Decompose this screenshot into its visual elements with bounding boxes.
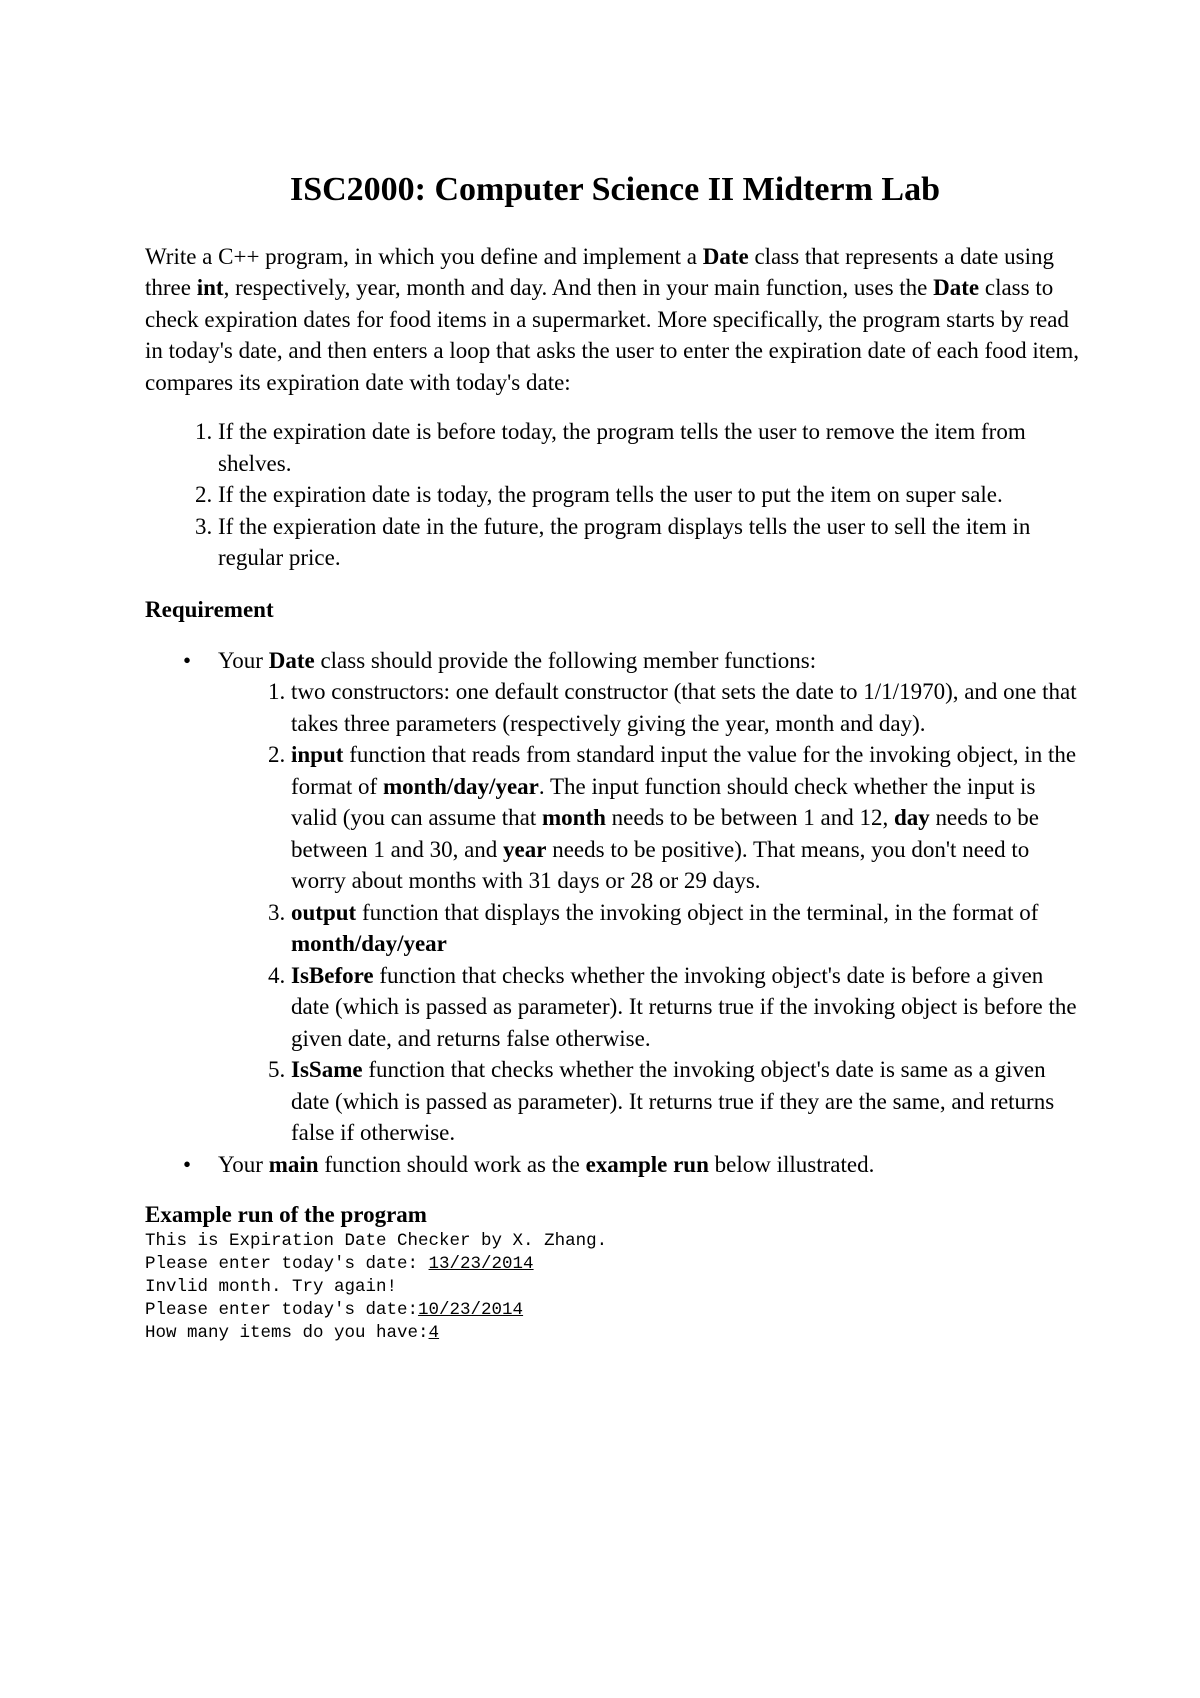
func2-bold-input: input <box>291 742 344 768</box>
func2-bold-day: day <box>893 805 930 831</box>
example-run-output <box>145 1230 1085 1345</box>
intro-paragraph <box>145 241 1085 399</box>
example-heading: Example run of the program <box>145 1202 427 1228</box>
req1-text-2: class should provide the following member functions: <box>314 647 817 673</box>
example-line-5-prompt: How many items do you have: <box>145 1323 429 1344</box>
example-line-4 <box>145 1299 1085 1322</box>
func2-text-2: . The input function should check whether the input is valid (you can assume that <box>291 773 1036 831</box>
intro-text-1: Write a C++ program, in which you define and implement a <box>145 243 703 269</box>
func4-text: function that checks whether the invoking object's date is before a given date (which is passed as parameter). It returns true if the invoking object is before the given date, and returns false otherwise. <box>291 962 1077 1051</box>
rules-list <box>145 416 1085 574</box>
member-functions-list <box>218 676 1085 1149</box>
requirement-heading: Requirement <box>145 596 274 622</box>
func-item-constructors <box>291 676 1085 739</box>
example-line-2-prompt: Please enter today's date: <box>145 1254 429 1275</box>
func3-bold-format: month/day/year <box>291 931 447 957</box>
requirement-item-date-class <box>218 645 1085 1149</box>
req1-bold-date: Date <box>268 647 315 673</box>
req2-bold-example-run: example run <box>585 1151 709 1177</box>
req2-text-3: below illustrated. <box>708 1151 875 1177</box>
func2-text-5: needs to be positive). That means, you don't need to worry about months with 31 days or 28 or 29 days. <box>291 836 1030 894</box>
example-line-2-input: 13/23/2014 <box>428 1254 534 1275</box>
func4-bold-isbefore: IsBefore <box>291 962 374 988</box>
example-line-1: This is Expiration Date Checker by X. Zhang. <box>145 1231 608 1252</box>
req1-text-1: Your <box>218 647 269 673</box>
req2-bold-main: main <box>268 1151 319 1177</box>
func5-text: function that checks whether the invoking object's date is same as a given date (which is passed as parameter). It returns true if they are the same, and returns false if otherwise. <box>291 1057 1055 1146</box>
intro-bold-date-2: Date <box>933 275 980 301</box>
func1-text: two constructors: one default constructor (that sets the date to 1/1/1970), and one that takes three parameters (respectively giving the year, month and day). <box>291 679 1077 736</box>
func-item-output <box>291 897 1085 960</box>
example-line-5-input: 4 <box>428 1323 440 1344</box>
rule-item-1: 1. If the expiration date is before today, the program tells the user to remove the item from shelves. <box>218 416 1085 479</box>
func2-bold-year: year <box>503 836 547 862</box>
func-item-issame <box>291 1054 1085 1149</box>
rule-item-3: 3. If the expieration date in the future, the program displays tells the user to sell the item in regular price. <box>218 511 1085 574</box>
example-line-3: Invlid month. Try again! <box>145 1277 398 1298</box>
func-item-input <box>291 739 1085 897</box>
func2-bold-format: month/day/year <box>382 773 539 799</box>
document-page <box>145 170 1085 1345</box>
intro-bold-int: int <box>196 275 224 301</box>
intro-text-4: class to check expiration dates for food items in a supermarket. More specifically, the program starts by read in today's date, and then enters a loop that asks the user to enter the expiration date of each food item, compares its expiration date with today's date: <box>145 275 1080 395</box>
func2-bold-month: month <box>542 805 606 831</box>
func-item-isbefore <box>291 960 1085 1055</box>
intro-bold-date-1: Date <box>702 243 749 269</box>
intro-text-2: class that represents a date using three <box>145 243 1054 301</box>
func3-bold-output: output <box>291 899 357 925</box>
func5-bold-issame: IsSame <box>291 1057 363 1083</box>
requirement-item-main <box>218 1149 1085 1181</box>
intro-text-3: , respectively, year, month and day. And then in your main function, uses the <box>223 275 934 301</box>
example-line-2 <box>145 1253 1085 1276</box>
rule-item-2: 2. If the expiration date is today, the program tells the user to put the item on super sale. <box>218 479 1085 511</box>
req2-text-2: function should work as the <box>318 1151 586 1177</box>
document-title: ISC2000: Computer Science II Midterm Lab <box>289 171 941 208</box>
req2-text-1: Your <box>218 1151 269 1177</box>
func2-text-3: needs to be between 1 and 12, <box>605 805 894 831</box>
example-line-4-prompt: Please enter today's date: <box>145 1300 419 1321</box>
example-line-4-input: 10/23/2014 <box>418 1300 524 1321</box>
requirement-list <box>145 645 1085 1181</box>
func3-text-1: function that displays the invoking object in the terminal, in the format of <box>356 899 1039 925</box>
func2-text-1: function that reads from standard input the value for the invoking object, in the format of <box>291 742 1077 799</box>
func2-text-4: needs to be between 1 and 30, and <box>291 805 1039 862</box>
example-line-5 <box>145 1322 1085 1345</box>
